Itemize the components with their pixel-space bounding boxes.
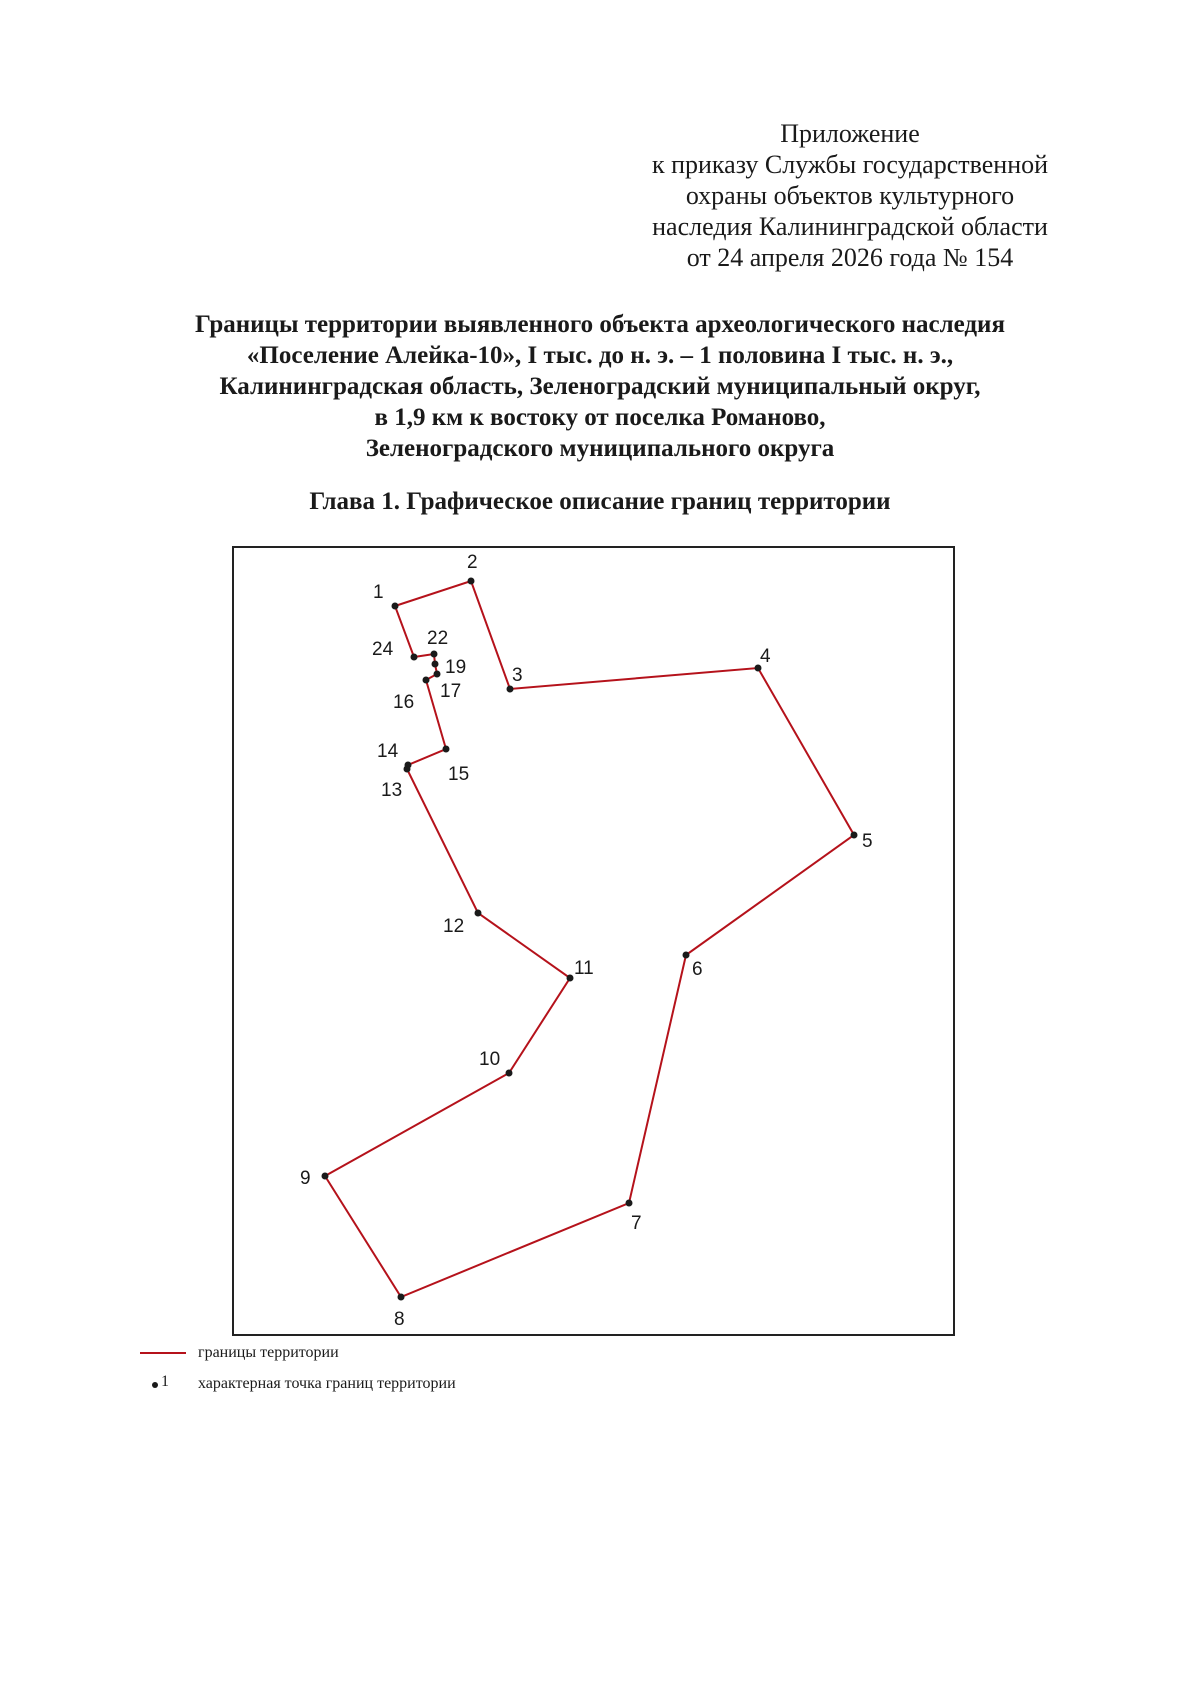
- boundary-point-3: [507, 686, 514, 693]
- boundary-point-5: [851, 832, 858, 839]
- point-label-14: 14: [377, 741, 399, 762]
- legend-boundary-line: [140, 1352, 186, 1354]
- legend-point-dot: [152, 1382, 158, 1388]
- legend-boundary-label: границы территории: [198, 1344, 339, 1361]
- title-line: Калининградская область, Зеленоградский муниципальный округ,: [219, 373, 981, 400]
- point-label-22: 22: [427, 628, 449, 649]
- point-label-24: 24: [372, 639, 394, 660]
- point-label-5: 5: [862, 831, 873, 852]
- point-label-1: 1: [373, 582, 384, 603]
- title-line: в 1,9 км к востоку от поселка Романово,: [374, 404, 826, 431]
- point-label-10: 10: [479, 1049, 501, 1070]
- title-line: Зеленоградского муниципального округа: [365, 435, 835, 462]
- boundary-labels: [300, 552, 873, 1330]
- appendix-line: охраны объектов культурного: [685, 181, 1015, 210]
- appendix-line: наследия Калининградской области: [652, 212, 1048, 241]
- boundary-point-7: [626, 1200, 633, 1207]
- point-label-19: 19: [445, 657, 467, 678]
- boundary-point-9: [322, 1173, 329, 1180]
- point-label-13: 13: [381, 780, 403, 801]
- point-label-16: 16: [393, 692, 415, 713]
- appendix-line: Приложение: [780, 119, 920, 148]
- legend-point-label: характерная точка границ территории: [198, 1375, 456, 1392]
- boundary-point-12: [475, 910, 482, 917]
- point-label-7: 7: [631, 1213, 642, 1234]
- appendix-line: от 24 апреля 2026 года № 154: [686, 243, 1014, 272]
- boundary-point-1: [392, 603, 399, 610]
- boundary-point-19: [432, 661, 439, 668]
- point-label-9: 9: [300, 1168, 311, 1189]
- appendix-line: к приказу Службы государственной: [651, 150, 1049, 179]
- chapter-heading: Глава 1. Графическое описание границ территории: [309, 488, 891, 515]
- boundary-point-22: [431, 651, 438, 658]
- boundary-line: [325, 581, 854, 1297]
- title-line: «Поселение Алейка-10», I тыс. до н. э. – 1 половина I тыс. н. э.,: [246, 342, 954, 369]
- boundary-point-16: [423, 677, 430, 684]
- point-label-6: 6: [692, 959, 703, 980]
- boundary-point-14: [405, 762, 412, 769]
- point-label-15: 15: [448, 764, 470, 785]
- legend-point-number: 1: [161, 1373, 169, 1390]
- boundary-point-8: [398, 1294, 405, 1301]
- boundary-point-6: [683, 952, 690, 959]
- boundary-point-24: [411, 654, 418, 661]
- point-label-3: 3: [512, 665, 523, 686]
- point-label-4: 4: [760, 646, 771, 667]
- boundary-point-10: [506, 1070, 513, 1077]
- point-label-17: 17: [440, 681, 462, 702]
- point-label-2: 2: [467, 552, 478, 573]
- point-label-8: 8: [394, 1309, 405, 1330]
- point-label-12: 12: [443, 916, 465, 937]
- boundary-point-11: [567, 975, 574, 982]
- boundary-point-2: [468, 578, 475, 585]
- boundary-point-15: [443, 746, 450, 753]
- boundary-point-17: [434, 671, 441, 678]
- boundary-points: [322, 578, 858, 1301]
- boundary-polygon: [325, 581, 854, 1297]
- point-label-11: 11: [574, 958, 594, 979]
- title-line: Границы территории выявленного объекта археологического наследия: [195, 311, 1005, 338]
